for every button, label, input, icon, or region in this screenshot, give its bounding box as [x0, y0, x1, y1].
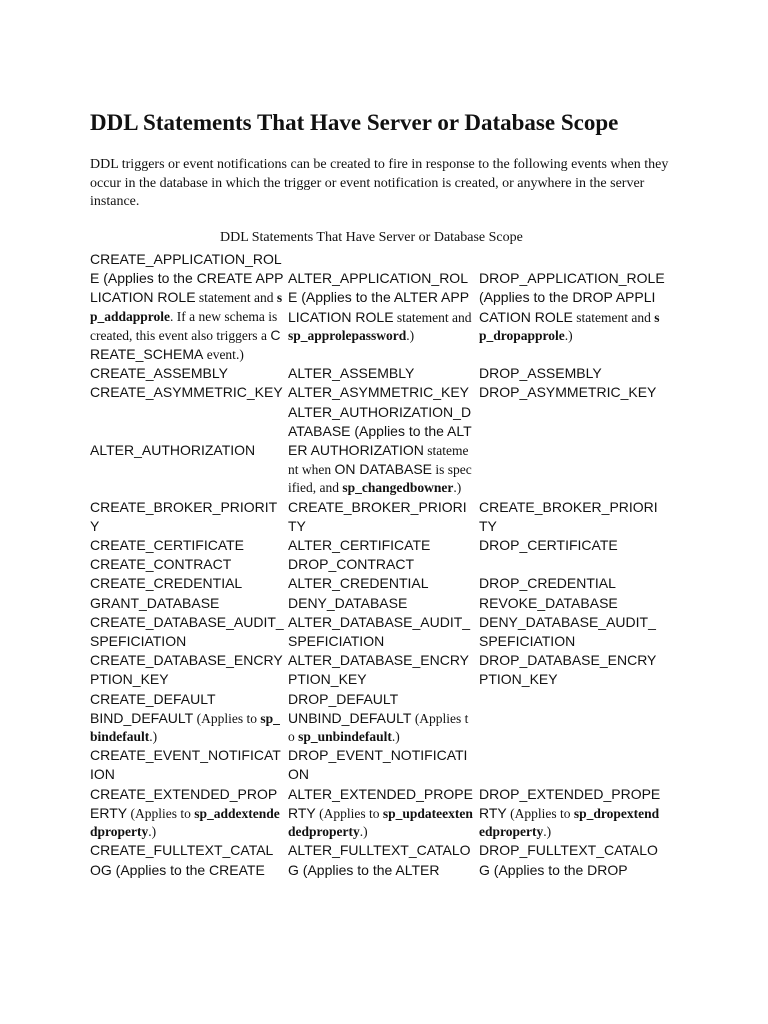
table-cell-first: [88, 746, 286, 784]
table-cell-third: [477, 403, 667, 498]
table-cell-third: [477, 536, 667, 555]
event-name: REVOKE_DATABASE: [479, 594, 618, 611]
table-cell-third: [477, 498, 667, 536]
table-cell-second: [286, 841, 477, 879]
table-cell-first: [88, 383, 286, 402]
table-cell-second: [286, 250, 477, 364]
event-name: ALTER_DATABASE_ENCRYPTION_KEY: [288, 652, 470, 688]
table-row: [88, 403, 667, 498]
table-row: [88, 383, 667, 402]
table-caption: DDL Statements That Have Server or Database Scope: [220, 230, 523, 245]
event-name: CREATE_DATABASE_ENCRYPTION_KEY: [90, 652, 283, 688]
table-cell-first: [88, 651, 286, 689]
cell-text: .): [359, 824, 368, 840]
table-cell-first: [88, 536, 286, 555]
table-cell-second: [286, 690, 477, 709]
table-cell-second: [286, 709, 477, 746]
cell-text: .): [564, 327, 573, 343]
intro-paragraph: DDL triggers or event notifications can be created to fire in response to the following events when they occur in the database in which the trigger or event notification is created, or anywhere in the server instance.: [90, 157, 669, 209]
table-row: [88, 651, 667, 689]
cell-text: .): [149, 729, 158, 745]
event-name: BIND_DEFAULT: [90, 709, 194, 726]
ddl-statements-table: [88, 250, 667, 880]
cell-text: (Applies to: [127, 805, 195, 821]
event-name: DROP_CERTIFICATE: [479, 537, 618, 554]
event-name: CREATE_DEFAULT: [90, 690, 216, 707]
table-cell-second: [286, 364, 477, 383]
event-name: ALTER_CERTIFICATE: [288, 537, 431, 554]
event-name: ALTER_APPLICATION_ROLE (Applies to the ALTER APPLICATION ROLE: [288, 270, 470, 325]
table-row: [88, 250, 667, 364]
event-name: ALTER_AUTHORIZATION_DATABASE (Applies to the ALTER AUTHORIZATION: [288, 403, 472, 459]
ddl-table-body: [88, 250, 667, 880]
table-cell-second: [286, 574, 477, 593]
table-row: [88, 613, 667, 651]
table-cell-third: [477, 690, 667, 709]
procedure-name: sp_dropextendedproperty: [479, 805, 660, 840]
table-cell-first: [88, 594, 286, 613]
table-cell-second: [286, 785, 477, 842]
event-name: ALTER_ASYMMETRIC_KEY: [288, 384, 470, 401]
table-cell-third: [477, 746, 667, 784]
cell-text: .): [543, 824, 552, 840]
table-cell-first: [88, 841, 286, 879]
event-name: DROP_APPLICATION_ROLE (Applies to the DROP APPLICATION ROLE: [479, 270, 665, 325]
table-row: [88, 841, 667, 879]
cell-text: .): [406, 327, 415, 343]
table-cell-first: [88, 250, 286, 364]
event-name: DROP_ASYMMETRIC_KEY: [479, 384, 657, 401]
table-cell-first: [88, 613, 286, 651]
event-name: CREATE_FULLTEXT_CATALOG (Applies to the CREATE: [90, 842, 274, 878]
procedure-name: sp_unbindefault: [298, 729, 392, 745]
table-cell-third: [477, 364, 667, 383]
table-cell-third: [477, 651, 667, 689]
table-cell-first: [88, 690, 286, 709]
event-name: CREATE_EXTENDED_PROPERTY: [90, 785, 278, 821]
event-name: CREATE_BROKER_PRIORITY: [288, 498, 467, 534]
table-cell-first: [88, 498, 286, 536]
cell-text: statement and: [195, 290, 277, 306]
page-title: DDL Statements That Have Server or Database Scope: [90, 110, 619, 135]
cell-text: statement and: [393, 309, 472, 325]
procedure-name: sp_changedbowner: [342, 480, 454, 496]
table-row: [88, 498, 667, 536]
table-cell-second: [286, 498, 477, 536]
event-name: DROP_DEFAULT: [288, 690, 399, 707]
event-name: CREATE_SCHEMA: [90, 326, 281, 363]
table-cell-third: [477, 383, 667, 402]
event-name: CREATE_ASSEMBLY: [90, 365, 228, 382]
table-cell-third: [477, 594, 667, 613]
event-name: ALTER_CREDENTIAL: [288, 575, 429, 592]
event-name: DROP_DATABASE_ENCRYPTION_KEY: [479, 652, 657, 688]
cell-text: statement and: [572, 309, 655, 325]
procedure-name: sp_approlepassword: [288, 327, 407, 343]
cell-text: (Applies to: [193, 710, 261, 726]
procedure-name: sp_addextendedproperty: [90, 805, 280, 840]
event-name: CREATE_CONTRACT: [90, 556, 232, 573]
table-cell-first: [88, 403, 286, 498]
table-cell-second: [286, 594, 477, 613]
procedure-name: sp_bindefault: [90, 710, 280, 745]
event-name: DROP_CONTRACT: [288, 556, 415, 573]
table-cell-third: [477, 785, 667, 842]
event-name: ALTER_ASSEMBLY: [288, 365, 415, 382]
cell-text: (Applies to: [315, 805, 383, 821]
event-name: ALTER_EXTENDED_PROPERTY: [288, 785, 473, 821]
event-name: ON DATABASE: [334, 461, 433, 478]
table-row: [88, 536, 667, 555]
event-name: DENY_DATABASE_AUDIT_SPEFICIATION: [479, 613, 656, 650]
table-row: [88, 785, 667, 842]
event-name: CREATE_EVENT_NOTIFICATION: [90, 747, 281, 783]
table-cell-first: [88, 785, 286, 842]
table-row: [88, 364, 667, 383]
table-cell-third: [477, 250, 667, 364]
table-row: [88, 746, 667, 784]
cell-text: .): [453, 480, 462, 496]
event-name: CREATE_BROKER_PRIORITY: [90, 498, 278, 534]
table-cell-third: [477, 613, 667, 651]
table-cell-third: [477, 841, 667, 879]
table-cell-third: [477, 555, 667, 574]
cell-text: statement when: [288, 443, 469, 478]
table-row: [88, 555, 667, 574]
cell-text: .): [148, 824, 157, 840]
cell-text: .): [391, 729, 400, 745]
table-row: [88, 594, 667, 613]
event-name: DROP_FULLTEXT_CATALOG (Applies to the DROP: [479, 842, 658, 878]
table-cell-second: [286, 746, 477, 784]
event-name: DROP_EVENT_NOTIFICATION: [288, 747, 468, 783]
cell-text: (Applies to: [506, 805, 574, 821]
event-name: DROP_EXTENDED_PROPERTY: [479, 785, 661, 821]
event-name: DENY_DATABASE: [288, 594, 408, 611]
event-name: ALTER_DATABASE_AUDIT_SPEFICIATION: [288, 613, 471, 650]
event-name: DROP_CREDENTIAL: [479, 575, 616, 592]
table-cell-third: [477, 574, 667, 593]
event-name: GRANT_DATABASE: [90, 594, 220, 611]
procedure-name: sp_updateextendedproperty: [288, 805, 473, 840]
event-name: ALTER_AUTHORIZATION: [90, 441, 256, 458]
cell-text: . If a new schema is created, this event also triggers a: [90, 308, 278, 343]
table-cell-third: [477, 709, 667, 746]
event-name: ALTER_FULLTEXT_CATALOG (Applies to the ALTER: [288, 842, 471, 878]
table-row: [88, 574, 667, 593]
procedure-name: sp_dropapprole: [479, 309, 660, 343]
table-cell-second: [286, 403, 477, 498]
table-row: [88, 690, 667, 709]
table-cell-second: [286, 383, 477, 402]
table-cell-second: [286, 651, 477, 689]
event-name: CREATE_APPLICATION_ROLE (Applies to the CREATE APPLICATION ROLE: [90, 251, 284, 306]
procedure-name: sp_addapprole: [90, 290, 283, 324]
event-name: UNBIND_DEFAULT: [288, 709, 412, 726]
cell-text: is specified, and: [288, 462, 472, 496]
event-name: CREATE_DATABASE_AUDIT_SPEFICIATION: [90, 613, 284, 650]
event-name: CREATE_BROKER_PRIORITY: [479, 498, 658, 534]
event-name: CREATE_ASYMMETRIC_KEY: [90, 384, 283, 401]
table-cell-second: [286, 555, 477, 574]
table-cell-first: [88, 574, 286, 593]
cell-text: event.): [203, 347, 244, 363]
event-name: DROP_ASSEMBLY: [479, 365, 602, 382]
table-cell-first: [88, 364, 286, 383]
table-cell-first: [88, 709, 286, 746]
table-cell-second: [286, 613, 477, 651]
table-cell-first: [88, 555, 286, 574]
table-cell-second: [286, 536, 477, 555]
cell-text: (Applies to: [288, 710, 469, 745]
event-name: CREATE_CREDENTIAL: [90, 575, 243, 592]
event-name: CREATE_CERTIFICATE: [90, 537, 245, 554]
table-row: [88, 709, 667, 746]
